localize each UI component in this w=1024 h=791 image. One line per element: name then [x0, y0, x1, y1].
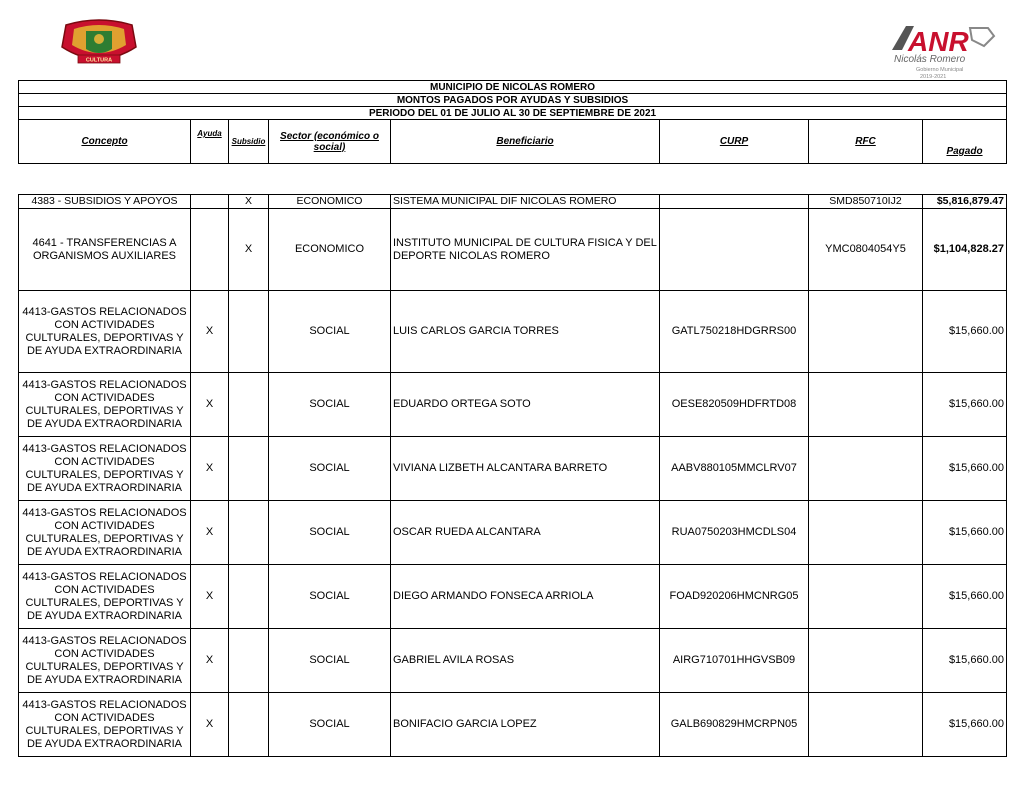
- cell-ayuda: X: [191, 501, 229, 565]
- cell-rfc: [809, 373, 923, 437]
- cell-rfc: [809, 629, 923, 693]
- cell-sector: SOCIAL: [269, 373, 391, 437]
- cell-beneficiario: SISTEMA MUNICIPAL DIF NICOLAS ROMERO: [391, 195, 660, 209]
- cell-concepto: 4413-GASTOS RELACIONADOS CON ACTIVIDADES CULTURALES, DEPORTIVAS Y DE AYUDA EXTRAORDINARIA: [19, 291, 191, 373]
- cell-ayuda: [191, 209, 229, 291]
- cell-subsidio: [229, 501, 269, 565]
- cell-sector: ECONOMICO: [269, 209, 391, 291]
- cell-subsidio: [229, 565, 269, 629]
- cell-curp: AABV880105MMCLRV07: [660, 437, 809, 501]
- cell-rfc: [809, 565, 923, 629]
- cell-rfc: [809, 437, 923, 501]
- cell-pagado: $5,816,879.47: [923, 195, 1007, 209]
- col-header-curp: CURP: [660, 120, 809, 164]
- cell-ayuda: X: [191, 437, 229, 501]
- cell-sector: ECONOMICO: [269, 195, 391, 209]
- cell-pagado: $15,660.00: [923, 629, 1007, 693]
- cell-curp: GATL750218HDGRRS00: [660, 291, 809, 373]
- col-header-ayuda: Ayuda: [191, 120, 229, 164]
- cell-beneficiario: GABRIEL AVILA ROSAS: [391, 629, 660, 693]
- cell-curp: AIRG710701HHGVSB09: [660, 629, 809, 693]
- cell-subsidio: [229, 437, 269, 501]
- cell-sector: SOCIAL: [269, 437, 391, 501]
- cell-curp: [660, 195, 809, 209]
- cell-ayuda: X: [191, 373, 229, 437]
- table-row: [19, 209, 1007, 291]
- cell-ayuda: X: [191, 565, 229, 629]
- table-row: [19, 373, 1007, 437]
- col-header-pagado: Pagado: [923, 120, 1007, 164]
- cell-subsidio: [229, 629, 269, 693]
- report-header-table: [18, 80, 1007, 164]
- report-title: MONTOS PAGADOS POR AYUDAS Y SUBSIDIOS: [19, 94, 1007, 107]
- cell-rfc: [809, 693, 923, 757]
- payments-table: [18, 194, 1007, 757]
- cell-beneficiario: OSCAR RUEDA ALCANTARA: [391, 501, 660, 565]
- cell-subsidio: [229, 291, 269, 373]
- cell-sector: SOCIAL: [269, 693, 391, 757]
- col-header-concepto: Concepto: [19, 120, 191, 164]
- cell-concepto: 4413-GASTOS RELACIONADOS CON ACTIVIDADES CULTURALES, DEPORTIVAS Y DE AYUDA EXTRAORDINARIA: [19, 501, 191, 565]
- cell-pagado: $15,660.00: [923, 373, 1007, 437]
- cell-sector: SOCIAL: [269, 291, 391, 373]
- period-title: PERIODO DEL 01 DE JULIO AL 30 DE SEPTIEMBRE DE 2021: [19, 107, 1007, 120]
- municipality-title: MUNICIPIO DE NICOLAS ROMERO: [19, 81, 1007, 94]
- cell-curp: FOAD920206HMCNRG05: [660, 565, 809, 629]
- cell-curp: OESE820509HDFRTD08: [660, 373, 809, 437]
- cell-curp: [660, 209, 809, 291]
- anr-logo: [888, 20, 998, 82]
- cell-rfc: SMD850710IJ2: [809, 195, 923, 209]
- col-header-beneficiario: Beneficiario: [391, 120, 660, 164]
- cell-beneficiario: DIEGO ARMANDO FONSECA ARRIOLA: [391, 565, 660, 629]
- cell-concepto: 4413-GASTOS RELACIONADOS CON ACTIVIDADES CULTURALES, DEPORTIVAS Y DE AYUDA EXTRAORDINARIA: [19, 565, 191, 629]
- col-header-rfc: RFC: [809, 120, 923, 164]
- cell-concepto: 4413-GASTOS RELACIONADOS CON ACTIVIDADES CULTURALES, DEPORTIVAS Y DE AYUDA EXTRAORDINARIA: [19, 373, 191, 437]
- table-row: [19, 291, 1007, 373]
- cell-ayuda: X: [191, 629, 229, 693]
- cell-pagado: $15,660.00: [923, 291, 1007, 373]
- cell-rfc: YMC0804054Y5: [809, 209, 923, 291]
- cell-pagado: $15,660.00: [923, 565, 1007, 629]
- col-header-subsidio: Subsidio: [229, 120, 269, 164]
- table-row: [19, 629, 1007, 693]
- cell-sector: SOCIAL: [269, 629, 391, 693]
- cell-subsidio: [229, 693, 269, 757]
- cell-rfc: [809, 501, 923, 565]
- table-row: [19, 437, 1007, 501]
- cell-beneficiario: BONIFACIO GARCIA LOPEZ: [391, 693, 660, 757]
- cell-concepto: 4383 - SUBSIDIOS Y APOYOS: [19, 195, 191, 209]
- cell-concepto: 4413-GASTOS RELACIONADOS CON ACTIVIDADES CULTURALES, DEPORTIVAS Y DE AYUDA EXTRAORDINARIA: [19, 693, 191, 757]
- cell-ayuda: [191, 195, 229, 209]
- cell-pagado: $15,660.00: [923, 501, 1007, 565]
- svg-text:Gobierno Municipal: Gobierno Municipal: [916, 67, 964, 73]
- cell-concepto: 4413-GASTOS RELACIONADOS CON ACTIVIDADES CULTURALES, DEPORTIVAS Y DE AYUDA EXTRAORDINARIA: [19, 629, 191, 693]
- cell-beneficiario: VIVIANA LIZBETH ALCANTARA BARRETO: [391, 437, 660, 501]
- cell-pagado: $15,660.00: [923, 437, 1007, 501]
- svg-text:Nicolás Romero: Nicolás Romero: [894, 54, 966, 65]
- cell-subsidio: X: [229, 209, 269, 291]
- cell-beneficiario: LUIS CARLOS GARCIA TORRES: [391, 291, 660, 373]
- cell-curp: GALB690829HMCRPN05: [660, 693, 809, 757]
- cell-ayuda: X: [191, 291, 229, 373]
- cell-sector: SOCIAL: [269, 565, 391, 629]
- svg-text:ANR: ANR: [908, 26, 969, 57]
- cell-subsidio: X: [229, 195, 269, 209]
- cell-concepto: 4413-GASTOS RELACIONADOS CON ACTIVIDADES CULTURALES, DEPORTIVAS Y DE AYUDA EXTRAORDINARIA: [19, 437, 191, 501]
- table-row: [19, 501, 1007, 565]
- seal-text: CULTURA: [85, 57, 113, 64]
- cell-ayuda: X: [191, 693, 229, 757]
- cell-pagado: $1,104,828.27: [923, 209, 1007, 291]
- cell-sector: SOCIAL: [269, 501, 391, 565]
- cell-concepto: 4641 - TRANSFERENCIAS A ORGANISMOS AUXILIARES: [19, 209, 191, 291]
- table-row: [19, 195, 1007, 209]
- cell-beneficiario: EDUARDO ORTEGA SOTO: [391, 373, 660, 437]
- cell-curp: RUA0750203HMCDLS04: [660, 501, 809, 565]
- cell-rfc: [809, 291, 923, 373]
- municipal-seal-logo: [56, 17, 142, 67]
- table-row: [19, 565, 1007, 629]
- col-header-sector: Sector (económico o social): [269, 120, 391, 164]
- cell-subsidio: [229, 373, 269, 437]
- cell-beneficiario: INSTITUTO MUNICIPAL DE CULTURA FISICA Y DEL DEPORTE NICOLAS ROMERO: [391, 209, 660, 291]
- cell-pagado: $15,660.00: [923, 693, 1007, 757]
- svg-text:2019-2021: 2019-2021: [920, 74, 947, 80]
- table-row: [19, 693, 1007, 757]
